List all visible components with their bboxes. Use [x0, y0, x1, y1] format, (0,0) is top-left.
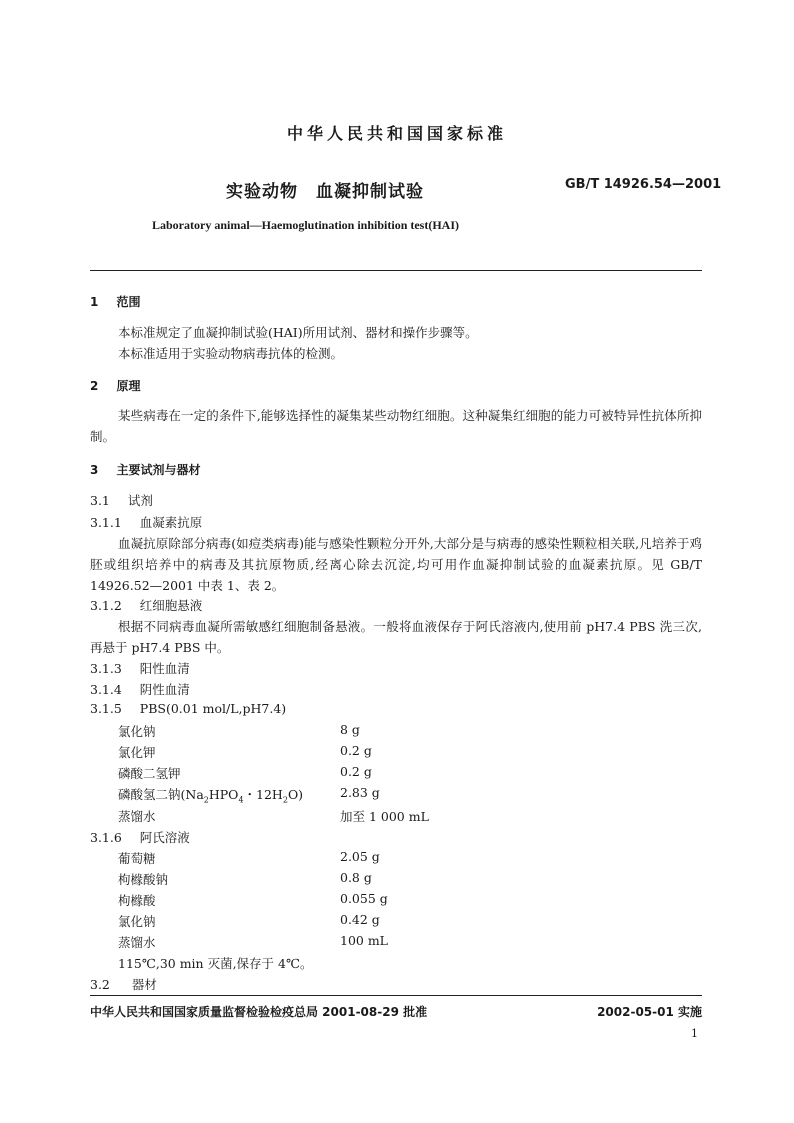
header-divider — [90, 270, 702, 271]
reagent-name: 蒸馏水 — [118, 809, 156, 824]
reagent-amount: 0.2 g — [340, 743, 372, 758]
section-title: 原理 — [116, 379, 141, 393]
reagent-name: 枸橼酸 — [118, 893, 156, 908]
reagent-name: 枸橼酸钠 — [118, 872, 169, 887]
subsection-3-1-4-heading — [90, 680, 190, 698]
section-title: 范围 — [116, 295, 141, 309]
effective-date: 2002-05-01 实施 — [597, 1005, 702, 1019]
section-number: 3.1.4 — [90, 682, 122, 697]
subsection-3-1-heading — [90, 491, 153, 509]
section-number: 3.1.1 — [90, 515, 122, 530]
reagent-amount: 加至 1 000 mL — [340, 809, 429, 824]
reagent-amount: 0.8 g — [340, 870, 372, 885]
paragraph: 血凝抗原除部分病毒(如痘类病毒)能与感染性颗粒分开外,大部分是与病毒的感染性颗粒相关联,凡培养于鸡胚或组织培养中的病毒及其抗原物质,经离心除去沉淀,均可用作血凝抑制试验的血凝素抗原。见 GB/T 14926.52—2001 中表 1、表 2。 — [90, 536, 702, 593]
subsection-3-1-5-heading — [90, 701, 286, 716]
subsection-3-1-1-heading — [90, 513, 202, 531]
subsection-3-2-heading — [90, 975, 157, 993]
section-number: 3.1.2 — [90, 598, 122, 613]
standard-type-heading: 中华人民共和国国家标准 — [286, 124, 507, 143]
section-number: 3.1 — [90, 493, 110, 508]
reagent-amount: 100 mL — [340, 933, 388, 948]
subsection-3-1-3-heading — [90, 659, 190, 677]
reagent-name: 葡萄糖 — [118, 851, 156, 866]
section-number: 1 — [90, 295, 99, 309]
reagent-amount: 0.2 g — [340, 764, 372, 779]
reagent-name: 蒸馏水 — [118, 935, 156, 950]
reagent-name: 氯化钠 — [118, 724, 156, 739]
reagent-amount: 0.055 g — [340, 891, 388, 906]
sterilization-note: 115℃,30 min 灭菌,保存于 4℃。 — [118, 956, 313, 971]
section-title: 血凝素抗原 — [139, 515, 203, 530]
section-title: 试剂 — [127, 493, 153, 508]
document-title: 实验动物 血凝抑制试验 — [226, 182, 424, 202]
section-title: 阴性血清 — [139, 682, 190, 697]
footer-divider — [90, 995, 702, 996]
section-2-heading — [90, 377, 141, 394]
paragraph: 根据不同病毒血凝所需敏感红细胞制备悬液。一般将血液保存于阿氏溶液内,使用前 pH7.4 PBS 洗三次,再悬于 pH7.4 PBS 中。 — [90, 619, 702, 655]
section-number: 3.1.6 — [90, 830, 122, 845]
section-3-heading — [90, 461, 201, 478]
approval-statement: 中华人民共和国国家质量监督检验检疫总局 2001-08-29 批准 — [90, 1005, 428, 1019]
section-title: 阿氏溶液 — [139, 830, 190, 845]
section-title: 阳性血清 — [139, 661, 190, 676]
section-title: PBS(0.01 mol/L,pH7.4) — [139, 701, 287, 716]
reagent-name: 氯化钾 — [118, 745, 156, 760]
reagent-amount: 2.05 g — [340, 849, 380, 864]
subsection-3-1-2-heading — [90, 596, 202, 614]
section-title: 器材 — [131, 977, 157, 992]
section-number: 3 — [90, 463, 99, 477]
page-number: 1 — [691, 1027, 698, 1040]
reagent-amount: 8 g — [340, 722, 360, 737]
paragraph: 某些病毒在一定的条件下,能够选择性的凝集某些动物红细胞。这种凝集红细胞的能力可被特异性抗体所抑制。 — [90, 408, 702, 444]
paragraph: 本标准适用于实验动物病毒抗体的检测。 — [118, 346, 344, 361]
section-1-heading — [90, 293, 141, 310]
section-title: 主要试剂与器材 — [116, 463, 201, 477]
reagent-amount: 0.42 g — [340, 912, 380, 927]
section-title: 红细胞悬液 — [139, 598, 203, 613]
section-number: 3.1.5 — [90, 701, 122, 716]
reagent-name: 氯化钠 — [118, 914, 156, 929]
english-title: Laboratory animal—Haemoglutination inhibition test(HAI) — [152, 218, 460, 232]
section-number: 2 — [90, 379, 99, 393]
standard-code: GB/T 14926.54—2001 — [565, 177, 722, 192]
reagent-name: 磷酸二氢钾 — [118, 766, 181, 781]
subsection-3-1-6-heading — [90, 828, 190, 846]
paragraph: 本标准规定了血凝抑制试验(HAI)所用试剂、器材和操作步骤等。 — [118, 325, 478, 340]
reagent-name-formula: 磷酸氢二钠($Na_2HPO_4$・$12H_2O$) — [118, 787, 304, 805]
reagent-amount: 2.83 g — [340, 785, 380, 800]
section-number: 3.1.3 — [90, 661, 122, 676]
section-number: 3.2 — [90, 977, 110, 992]
